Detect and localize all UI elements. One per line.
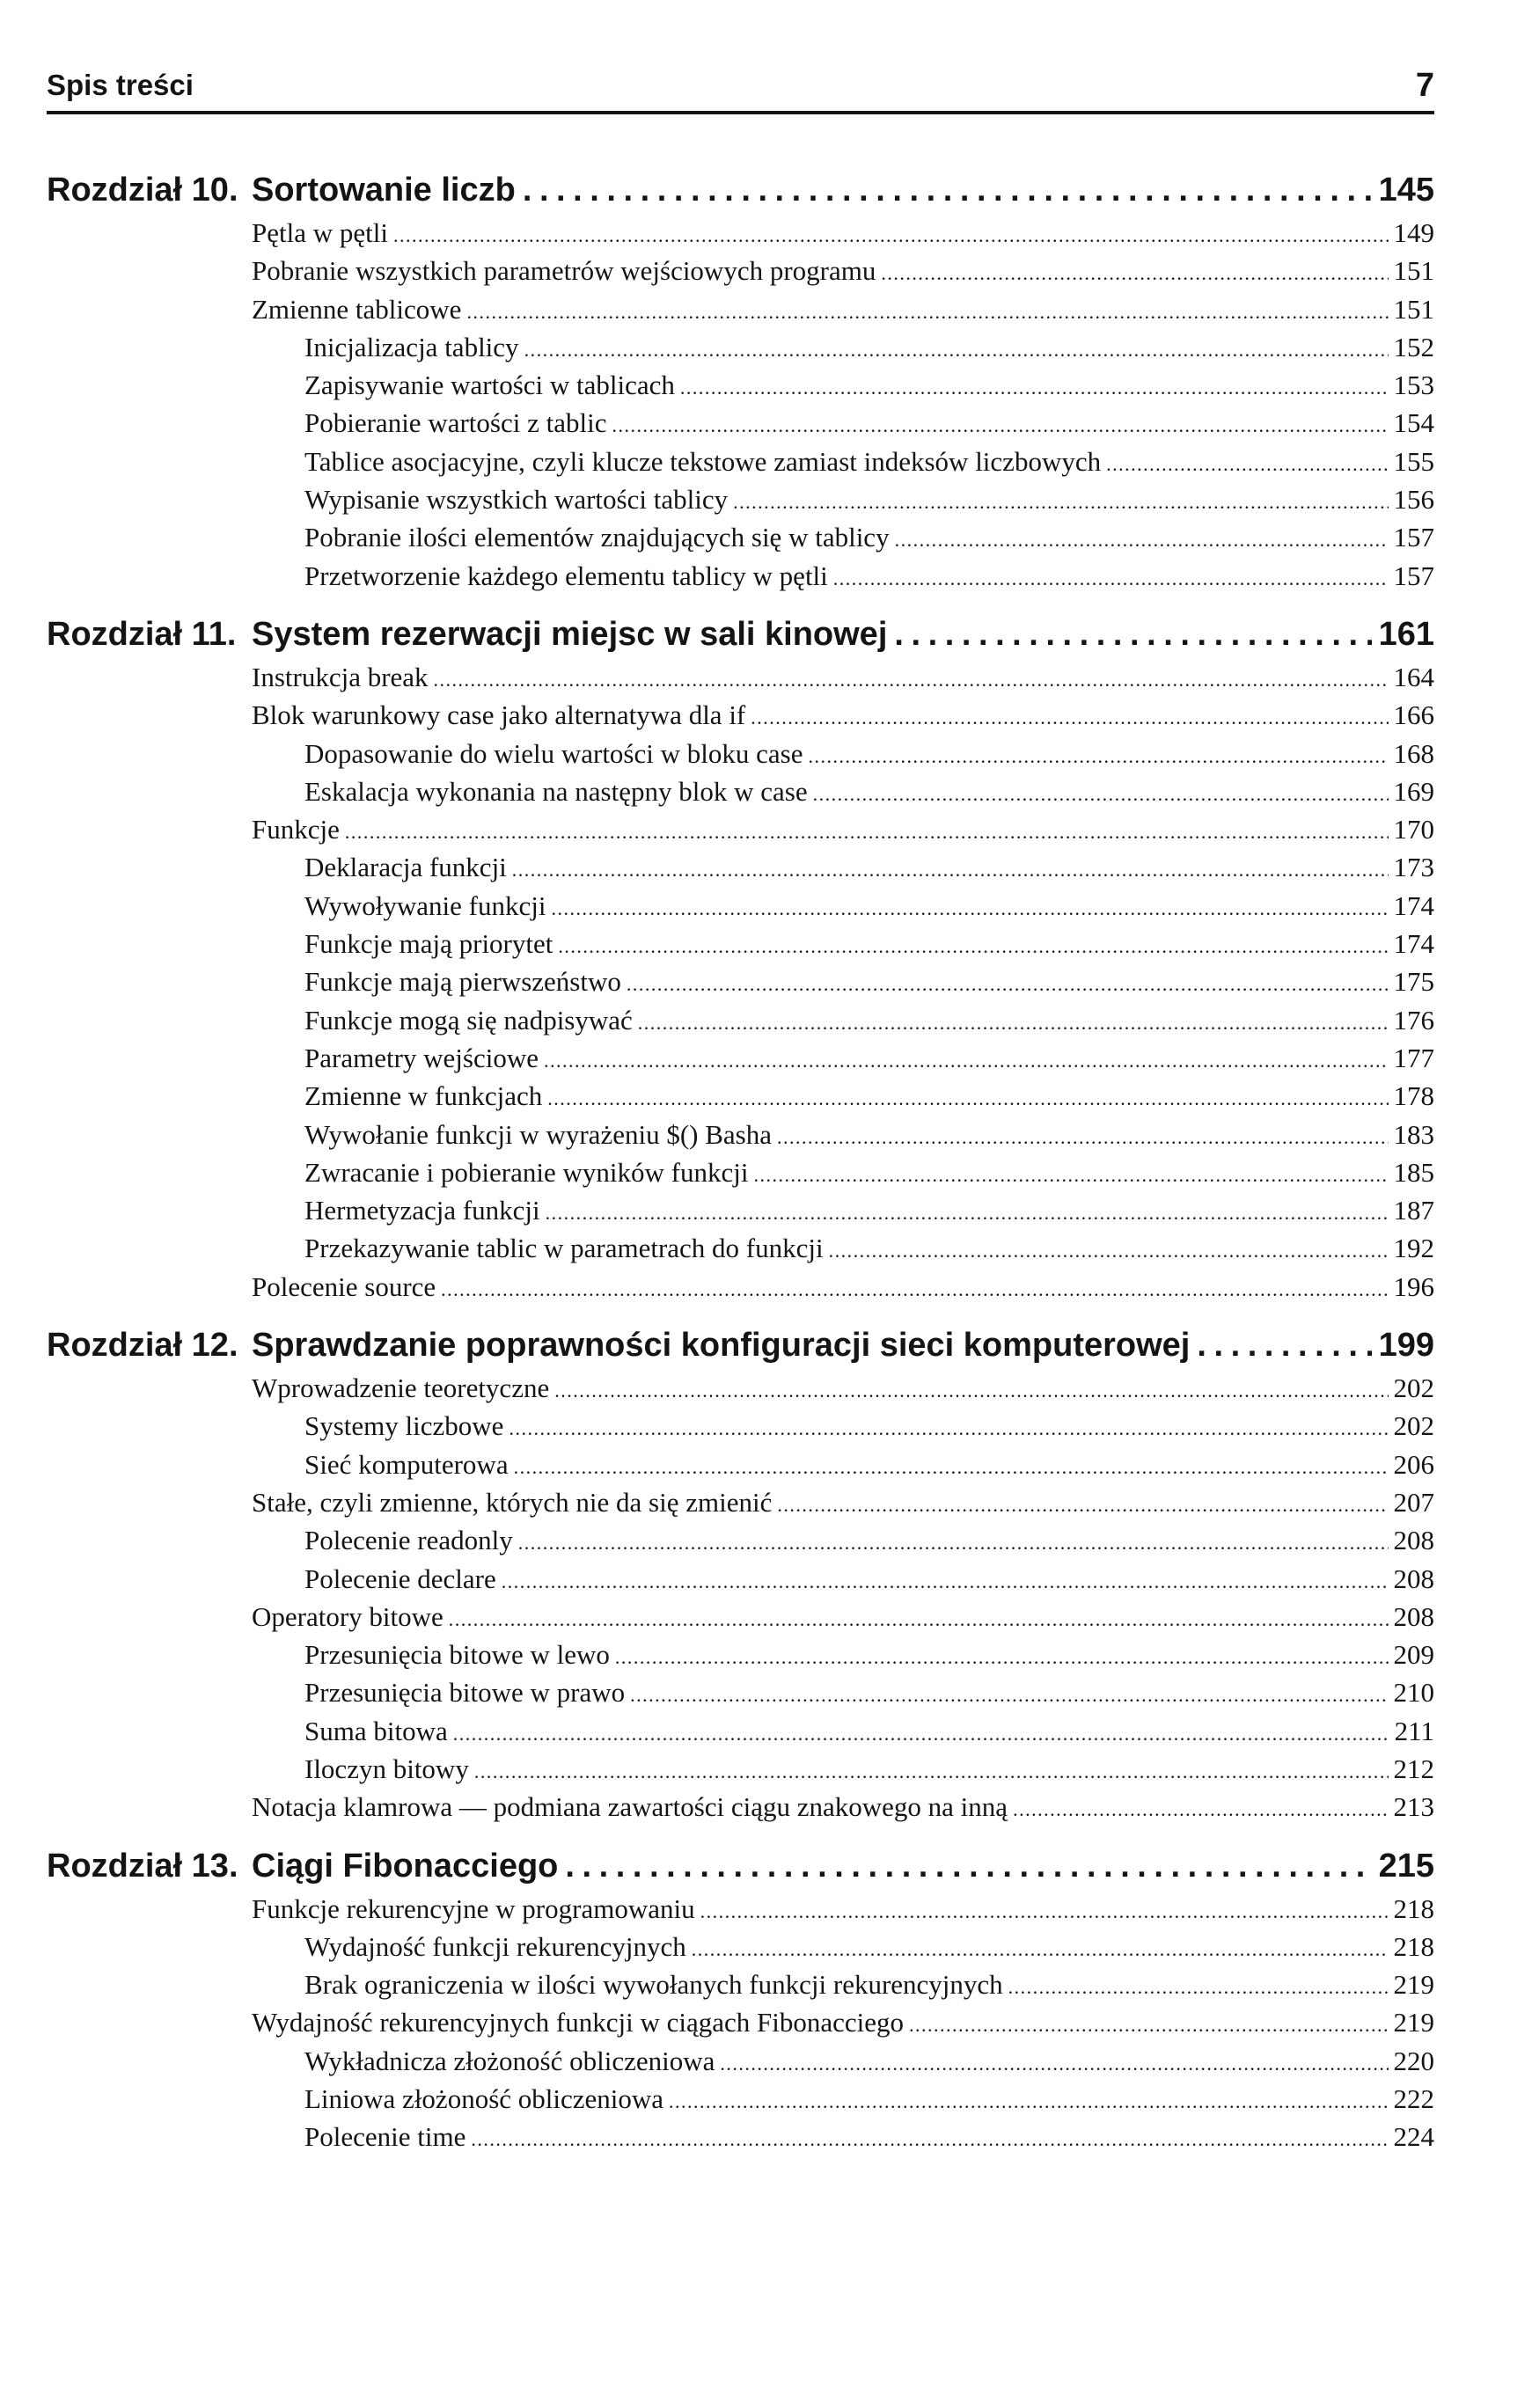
entry-page-number: 218 (1393, 1930, 1434, 1962)
entry-page-number: 220 (1393, 2045, 1434, 2076)
entry-page-number: 218 (1393, 1892, 1434, 1924)
entry-page-number: 210 (1393, 1677, 1434, 1709)
entry-page-number: 183 (1393, 1118, 1434, 1150)
toc-subsection-entry (47, 2083, 1434, 2121)
toc-subsection-entry (47, 2046, 1434, 2083)
chapter-number: Rozdział 13. (47, 1847, 238, 1885)
chapter-heading (47, 172, 1434, 217)
dot-leader (524, 339, 1389, 362)
dot-leader (909, 2014, 1389, 2037)
chapter-heading (47, 616, 1434, 662)
dot-leader (509, 1417, 1388, 1440)
toc-subsection-entry (47, 966, 1434, 1004)
entry-page-number: 153 (1393, 370, 1434, 401)
toc-subsection-entry (47, 1043, 1434, 1080)
dot-leader (733, 491, 1388, 514)
entry-page-number: 175 (1393, 966, 1434, 998)
toc-subsection-entry (47, 1005, 1434, 1043)
entry-page-number: 174 (1393, 928, 1434, 960)
entry-title: Funkcje mogą się nadpisywać (304, 1004, 633, 1036)
chapter-heading (47, 1848, 1434, 1893)
entry-page-number: 196 (1393, 1270, 1434, 1302)
chapter-page-number: 145 (1378, 172, 1434, 209)
toc-subsection-entry (47, 1119, 1434, 1157)
toc-section-entry (47, 1893, 1434, 1931)
entry-page-number: 157 (1393, 522, 1434, 553)
toc-section-entry (47, 1601, 1434, 1639)
toc-subsection-entry (47, 370, 1434, 407)
entry-title: Systemy liczbowe (304, 1410, 504, 1442)
running-header (47, 58, 1434, 114)
entry-title: Funkcje mają priorytet (304, 928, 553, 960)
entry-page-number: 185 (1393, 1156, 1434, 1188)
entry-page-number: 151 (1393, 293, 1434, 325)
chapter-heading (47, 1327, 1434, 1372)
dot-leader (720, 2053, 1388, 2075)
entry-page-number: 173 (1393, 852, 1434, 883)
dot-leader (680, 377, 1389, 399)
entry-page-number: 212 (1393, 1753, 1434, 1784)
dot-leader (449, 1608, 1389, 1631)
dot-leader (514, 1456, 1389, 1479)
toc-subsection-entry (47, 560, 1434, 598)
toc-section-entry (47, 1271, 1434, 1309)
entry-page-number: 206 (1393, 1448, 1434, 1480)
dot-leader (700, 1900, 1389, 1923)
toc-section-entry (47, 2007, 1434, 2045)
entry-page-number: 166 (1393, 699, 1434, 731)
toc-subsection-entry (47, 1677, 1434, 1715)
entry-title: Funkcje rekurencyjne w programowaniu (252, 1892, 695, 1924)
toc-subsection-entry (47, 1563, 1434, 1601)
chapter-title: Sprawdzanie poprawności konfiguracji sieci komputerowej (252, 1327, 1191, 1365)
chapter-number: Rozdział 10. (47, 172, 238, 209)
entry-title: Pobranie wszystkich parametrów wejściowych programu (252, 255, 876, 287)
entry-title: Stałe, czyli zmienne, których nie da się zmienić (252, 1486, 773, 1518)
toc-subsection-entry (47, 1639, 1434, 1677)
entry-page-number: 176 (1393, 1004, 1434, 1036)
entry-title: Zmienne w funkcjach (304, 1080, 543, 1112)
entry-page-number: 169 (1393, 775, 1434, 807)
toc-subsection-entry (47, 1716, 1434, 1753)
toc-subsection-entry (47, 1525, 1434, 1563)
toc-section-entry (47, 699, 1434, 737)
entry-title: Przesunięcia bitowe w prawo (304, 1677, 626, 1709)
toc-section-entry (47, 662, 1434, 699)
dot-leader (1008, 1976, 1389, 1999)
entry-title: Polecenie time (304, 2121, 466, 2153)
entry-title: Parametry wejściowe (304, 1042, 539, 1073)
dot-leader (630, 1684, 1388, 1707)
dot-leader (441, 1278, 1388, 1301)
entry-title: Sieć komputerowa (304, 1448, 509, 1480)
dot-leader (558, 935, 1388, 958)
entry-title: Polecenie source (252, 1270, 436, 1302)
toc-section-entry (47, 217, 1434, 255)
entry-page-number: 219 (1393, 2007, 1434, 2038)
dot-leader (829, 1240, 1389, 1263)
entry-title: Instrukcja break (252, 661, 429, 692)
entry-title: Zwracanie i pobieranie wyników funkcji (304, 1156, 749, 1188)
entry-page-number: 202 (1393, 1372, 1434, 1404)
entry-title: Funkcje mają pierwszeństwo (304, 966, 621, 998)
entry-title: Wprowadzenie teoretyczne (252, 1372, 550, 1404)
entry-page-number: 152 (1393, 331, 1434, 362)
dot-leader (345, 821, 1389, 844)
entry-title: Blok warunkowy case jako alternatywa dla if (252, 699, 746, 731)
entry-page-number: 192 (1393, 1233, 1434, 1264)
chapter-title: Sortowanie liczb (252, 172, 516, 209)
toc-subsection-entry (47, 1931, 1434, 1969)
entry-title: Eskalacja wykonania na następny blok w case (304, 775, 808, 807)
dot-leader (615, 1646, 1389, 1669)
entry-page-number: 211 (1394, 1715, 1434, 1746)
toc-subsection-entry (47, 1080, 1434, 1118)
dot-leader (808, 745, 1388, 768)
dot-leader (777, 1126, 1389, 1149)
dot-leader (554, 1380, 1388, 1402)
dot-leader (612, 414, 1388, 437)
entry-title: Wykładnicza złożoność obliczeniowa (304, 2045, 715, 2076)
entry-title: Wywoływanie funkcji (304, 889, 546, 921)
chapter-title: System rezerwacji miejsc w sali kinowej (252, 615, 888, 653)
dot-leader (692, 1938, 1389, 1961)
toc-subsection-entry (47, 1233, 1434, 1270)
entry-page-number: 177 (1393, 1042, 1434, 1073)
entry-page-number: 209 (1393, 1639, 1434, 1671)
toc-section-entry (47, 255, 1434, 293)
dot-leader (1197, 1327, 1371, 1365)
dot-leader (777, 1494, 1388, 1517)
entry-title: Hermetyzacja funkcji (304, 1195, 540, 1226)
entry-page-number: 164 (1393, 661, 1434, 692)
dot-leader (1106, 453, 1388, 476)
header-section-title: Spis treści (47, 69, 194, 101)
toc-section-entry (47, 1487, 1434, 1525)
toc-section-entry (47, 814, 1434, 852)
dot-leader (565, 1848, 1371, 1885)
entry-title: Dopasowanie do wielu wartości w bloku case (304, 737, 803, 769)
dot-leader (546, 1202, 1389, 1225)
chapter-title: Ciągi Fibonacciego (252, 1847, 559, 1885)
entry-title: Tablice asocjacyjne, czyli klucze tekstowe zamiast indeksów liczbowych (304, 445, 1102, 477)
dot-leader (474, 1760, 1389, 1783)
dot-leader (523, 172, 1372, 209)
entry-page-number: 155 (1393, 445, 1434, 477)
entry-title: Pobieranie wartości z tablic (304, 407, 607, 439)
entry-page-number: 224 (1393, 2121, 1434, 2153)
entry-page-number: 202 (1393, 1410, 1434, 1442)
entry-title: Zmienne tablicowe (252, 293, 462, 325)
toc-subsection-entry (47, 738, 1434, 776)
chapter-page-number: 161 (1378, 615, 1434, 653)
dot-leader (833, 567, 1389, 590)
dot-leader (881, 262, 1388, 285)
entry-title: Liniowa złożoność obliczeniowa (304, 2083, 664, 2115)
entry-title: Wypisanie wszystkich wartości tablicy (304, 484, 729, 516)
dot-leader (753, 1164, 1388, 1187)
dot-leader (466, 301, 1388, 324)
toc-section-entry (47, 1372, 1434, 1410)
entry-page-number: 174 (1393, 889, 1434, 921)
toc-subsection-entry (47, 407, 1434, 445)
entry-page-number: 157 (1393, 560, 1434, 591)
entry-title: Deklaracja funkcji (304, 852, 507, 883)
entry-page-number: 168 (1393, 737, 1434, 769)
toc-subsection-entry (47, 484, 1434, 522)
header-page-number: 7 (1415, 67, 1434, 104)
toc-subsection-entry (47, 852, 1434, 889)
toc-section-entry (47, 1791, 1434, 1829)
toc-subsection-entry (47, 1410, 1434, 1448)
toc-subsection-entry (47, 2121, 1434, 2159)
dot-leader (393, 224, 1389, 247)
toc-subsection-entry (47, 1753, 1434, 1791)
table-of-contents (47, 172, 1434, 2160)
dot-leader (547, 1087, 1388, 1110)
entry-page-number: 219 (1393, 1969, 1434, 2001)
toc-section-entry (47, 294, 1434, 332)
entry-page-number: 208 (1393, 1563, 1434, 1594)
toc-subsection-entry (47, 1969, 1434, 2007)
dot-leader (471, 2128, 1388, 2151)
entry-title: Pobranie ilości elementów znajdujących się w tablicy (304, 522, 890, 553)
entry-page-number: 149 (1393, 217, 1434, 248)
entry-page-number: 213 (1393, 1791, 1434, 1823)
entry-title: Polecenie readonly (304, 1525, 513, 1556)
toc-subsection-entry (47, 1157, 1434, 1195)
entry-title: Wydajność rekurencyjnych funkcji w ciągach Fibonacciego (252, 2007, 904, 2038)
dot-leader (669, 2090, 1388, 2113)
entry-page-number: 170 (1393, 814, 1434, 845)
dot-leader (1013, 1798, 1388, 1821)
entry-title: Notacja klamrowa — podmiana zawartości ciągu znakowego na inną (252, 1791, 1008, 1823)
entry-title: Wywołanie funkcji w wyrażeniu $() Basha (304, 1118, 772, 1150)
toc-subsection-entry (47, 522, 1434, 560)
dot-leader (551, 897, 1388, 920)
entry-page-number: 178 (1393, 1080, 1434, 1112)
dot-leader (627, 973, 1389, 996)
dot-leader (502, 1570, 1389, 1593)
toc-subsection-entry (47, 446, 1434, 484)
entry-page-number: 187 (1393, 1195, 1434, 1226)
entry-title: Brak ograniczenia w ilości wywołanych funkcji rekurencyjnych (304, 1969, 1003, 2001)
toc-subsection-entry (47, 1449, 1434, 1487)
dot-leader (638, 1012, 1389, 1035)
dot-leader (813, 783, 1389, 806)
entry-title: Przetworzenie każdego elementu tablicy w pętli (304, 560, 828, 591)
entry-title: Operatory bitowe (252, 1600, 443, 1632)
entry-page-number: 208 (1393, 1525, 1434, 1556)
entry-page-number: 154 (1393, 407, 1434, 439)
entry-title: Wydajność funkcji rekurencyjnych (304, 1930, 686, 1962)
dot-leader (434, 669, 1389, 692)
entry-title: Przekazywanie tablic w parametrach do funkcji (304, 1233, 824, 1264)
dot-leader (895, 529, 1389, 552)
dot-leader (894, 616, 1371, 654)
entry-page-number: 207 (1393, 1486, 1434, 1518)
chapter-number: Rozdział 11. (47, 615, 237, 653)
dot-leader (544, 1050, 1389, 1072)
entry-title: Inicjalizacja tablicy (304, 331, 519, 362)
dot-leader (518, 1532, 1389, 1555)
dot-leader (512, 859, 1389, 882)
entry-page-number: 222 (1393, 2083, 1434, 2115)
entry-title: Funkcje (252, 814, 340, 845)
toc-subsection-entry (47, 928, 1434, 966)
dot-leader (453, 1723, 1389, 1746)
entry-page-number: 156 (1393, 484, 1434, 516)
dot-leader (751, 706, 1388, 729)
chapter-page-number: 215 (1378, 1847, 1434, 1885)
chapter-number: Rozdział 12. (47, 1327, 238, 1365)
chapter-page-number: 199 (1378, 1327, 1434, 1365)
toc-subsection-entry (47, 776, 1434, 814)
toc-subsection-entry (47, 332, 1434, 370)
entry-title: Polecenie declare (304, 1563, 496, 1594)
toc-subsection-entry (47, 1195, 1434, 1233)
entry-title: Zapisywanie wartości w tablicach (304, 370, 675, 401)
entry-page-number: 208 (1393, 1600, 1434, 1632)
entry-page-number: 151 (1393, 255, 1434, 287)
entry-title: Suma bitowa (304, 1715, 448, 1746)
entry-title: Przesunięcia bitowe w lewo (304, 1639, 610, 1671)
toc-subsection-entry (47, 890, 1434, 928)
entry-title: Iloczyn bitowy (304, 1753, 469, 1784)
entry-title: Pętla w pętli (252, 217, 388, 248)
